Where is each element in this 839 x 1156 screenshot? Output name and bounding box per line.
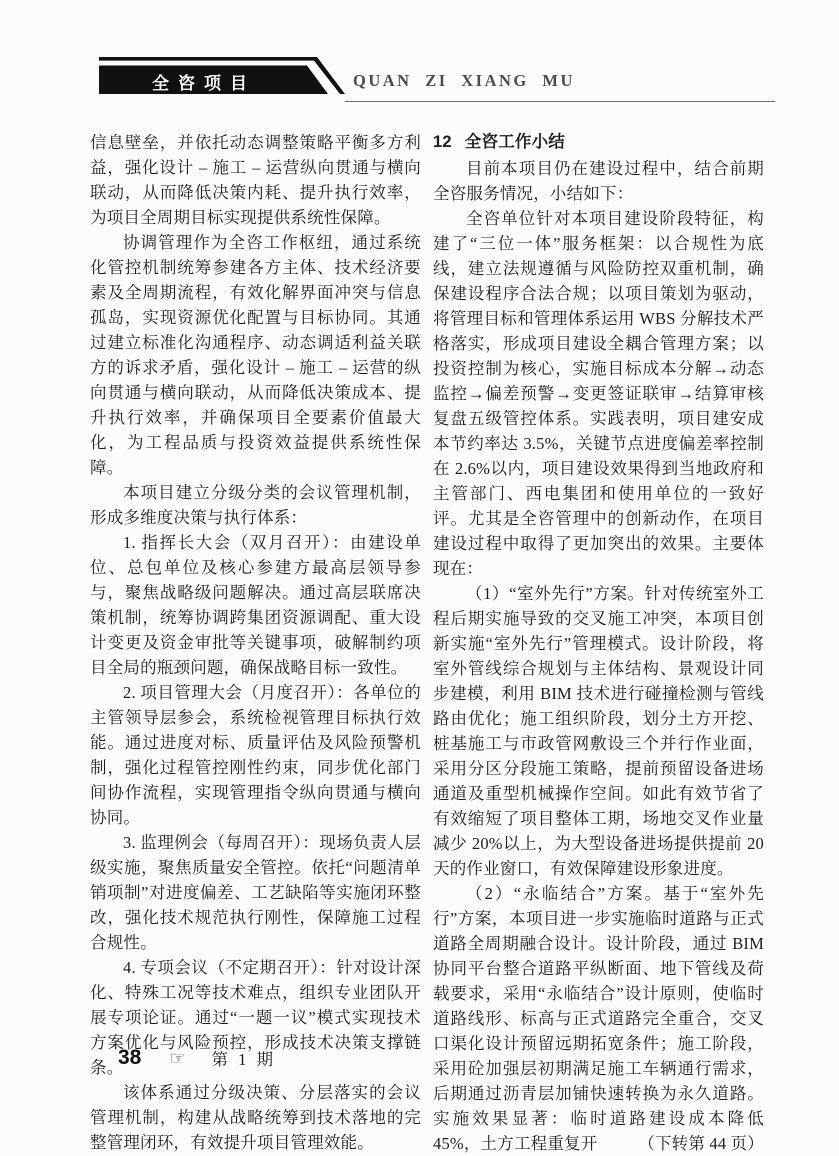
page-number: 38 xyxy=(118,1046,142,1069)
paragraph: 本项目建立分级分类的会议管理机制，形成多维度决策与执行体系： xyxy=(90,483,421,527)
paragraph: 信息壁垒，并依托动态调整策略平衡多方利益，强化设计 – 施工 – 运营纵向贯通与横向联动，从而降低决策内耗、提升执行效率，为项目全周期目标实现提供系统性保障。 xyxy=(90,133,421,227)
header-rule xyxy=(345,101,775,102)
section-heading xyxy=(433,130,764,155)
paragraph: 2. 项目管理大会（月度召开）：各单位的主管领导层参会，系统检视管理目标执行效能。通过进度对标、质量评估及风险预警机制，强化过程管控刚性约束，同步优化部门间协作流程，实现管理指令纵向贯通与横向协同。 xyxy=(90,683,421,827)
page-header xyxy=(95,56,777,106)
paragraph xyxy=(433,881,764,1156)
pointing-hand-icon: ☞ xyxy=(169,1047,186,1069)
paragraph: 4. 专项会议（不定期召开）：针对设计深化、特殊工况等技术难点，组织专业团队开展专项论证。通过“一题一议”模式实现技术方案优化与风险预控，形成技术决策支撑链条。 xyxy=(90,958,421,1077)
paragraph: 协调管理作为全咨工作枢纽，通过系统化管控机制统筹参建各方主体、技术经济要素及全周期流程，有效化解界面冲突与信息孤岛，实现资源优化配置与目标协同。其通过建立标准化沟通程序、动态调适利益关联方的诉求矛盾，强化设计 – 施工 – 运营的纵向贯通与横向联动，从而降低决策成本、提升执行效率，并确保项目全要素价值最大化，为工程品质与投资效益提供系统性保障。 xyxy=(90,233,421,477)
left-column xyxy=(90,130,421,1155)
paragraph: （1）“室外先行”方案。针对传统室外工程后期实施导致的交叉施工冲突，本项目创新实施“室外先行”管理模式。设计阶段，将室外管线综合规划与主体结构、景观设计同步建模，利用 BIM 技术进行碰撞检测与管线路由优化；施工组织阶段，划分土方开挖、桩基施工与市政管网敷设三个并行作业面，采用分区分段施工策略，提前预留设备进场通道及重型机械操作空间。如此有效节省了有效缩短了项目整体工期，场地交叉作业量减少 20%以上，为大型设备进场提供提前 20 天的作业窗口，有效保障建设形象进度。 xyxy=(433,584,764,878)
paragraph: 目前本项目仍在建设过程中，结合前期全咨服务情况，小结如下： xyxy=(433,159,764,203)
paragraph: 1. 指挥长大会（双月召开）：由建设单位、总包单位及核心参建方最高层领导参与，聚焦战略级问题解决。通过高层联席决策机制，统筹协调跨集团资源调配、重大设计变更及资金审批等关键事项，破解制约项目全局的瓶颈问题，确保战略目标一致性。 xyxy=(90,533,421,677)
issue-label: 第 1 期 xyxy=(211,1050,276,1069)
page-footer xyxy=(118,1046,276,1070)
paragraph: 全咨单位针对本项目建设阶段特征，构建了“三位一体”服务框架：以合规性为底线，建立法规遵循与风险防控双重机制，确保建设程序合法合规；以项目策划为驱动，将管理目标和管理体系运用 WBS 分解技术严格落实，形成项目建设全耦合管理方案；以投资控制为核心，实施目标成本分解→动态监控→偏差预警→变更签证联审→结算审核复盘五级管控体系。实践表明，项目建安成本节约率达 3.5%，关键节点进度偏差率控制在 2.6%以内，项目建设效果得到当地政府和主管部门、西电集团和使用单位的一致好评。尤其是全咨管理中的创新动作，在项目建设过程中取得了更加突出的效果。主要体现在： xyxy=(433,209,764,578)
paragraph-text: （2）“永临结合”方案。基于“室外先行”方案，本项目进一步实施临时道路与正式道路全周期融合设计。设计阶段，通过 BIM 协同平台整合道路平纵断面、地下管线及荷载要求，采用“永临结合”设计原则，使临时道路线形、标高与正式道路完全重合，交叉口渠化设计预留远期拓宽条件；施工阶段，采用砼加强层初期满足施工车辆通行需求，后期通过沥青层加铺快速转换为永久道路。实施效果显著：临时道路建设成本降低 45%，土方工程重复开 xyxy=(433,884,764,1153)
section-banner-pinyin: QUAN ZI XIANG MU xyxy=(353,71,575,90)
right-column xyxy=(433,130,764,1156)
paragraph: 该体系通过分级决策、分层落实的会议管理机制，构建从战略统筹到技术落地的完整管理闭环，有效提升项目管理效能。 xyxy=(90,1083,421,1152)
section-number: 12 xyxy=(433,133,452,151)
section-banner-title: 全咨项目 xyxy=(152,74,256,93)
paragraph: 3. 监理例会（每周召开）：现场负责人层级实施，聚焦质量安全管控。依托“问题清单销项制”对进度偏差、工艺缺陷等实施闭环整改，强化技术规范执行刚性，保障施工过程合规性。 xyxy=(90,833,421,952)
section-title: 全咨工作小结 xyxy=(464,133,565,151)
continuation-note: （下转第 44 页） xyxy=(638,1134,764,1153)
